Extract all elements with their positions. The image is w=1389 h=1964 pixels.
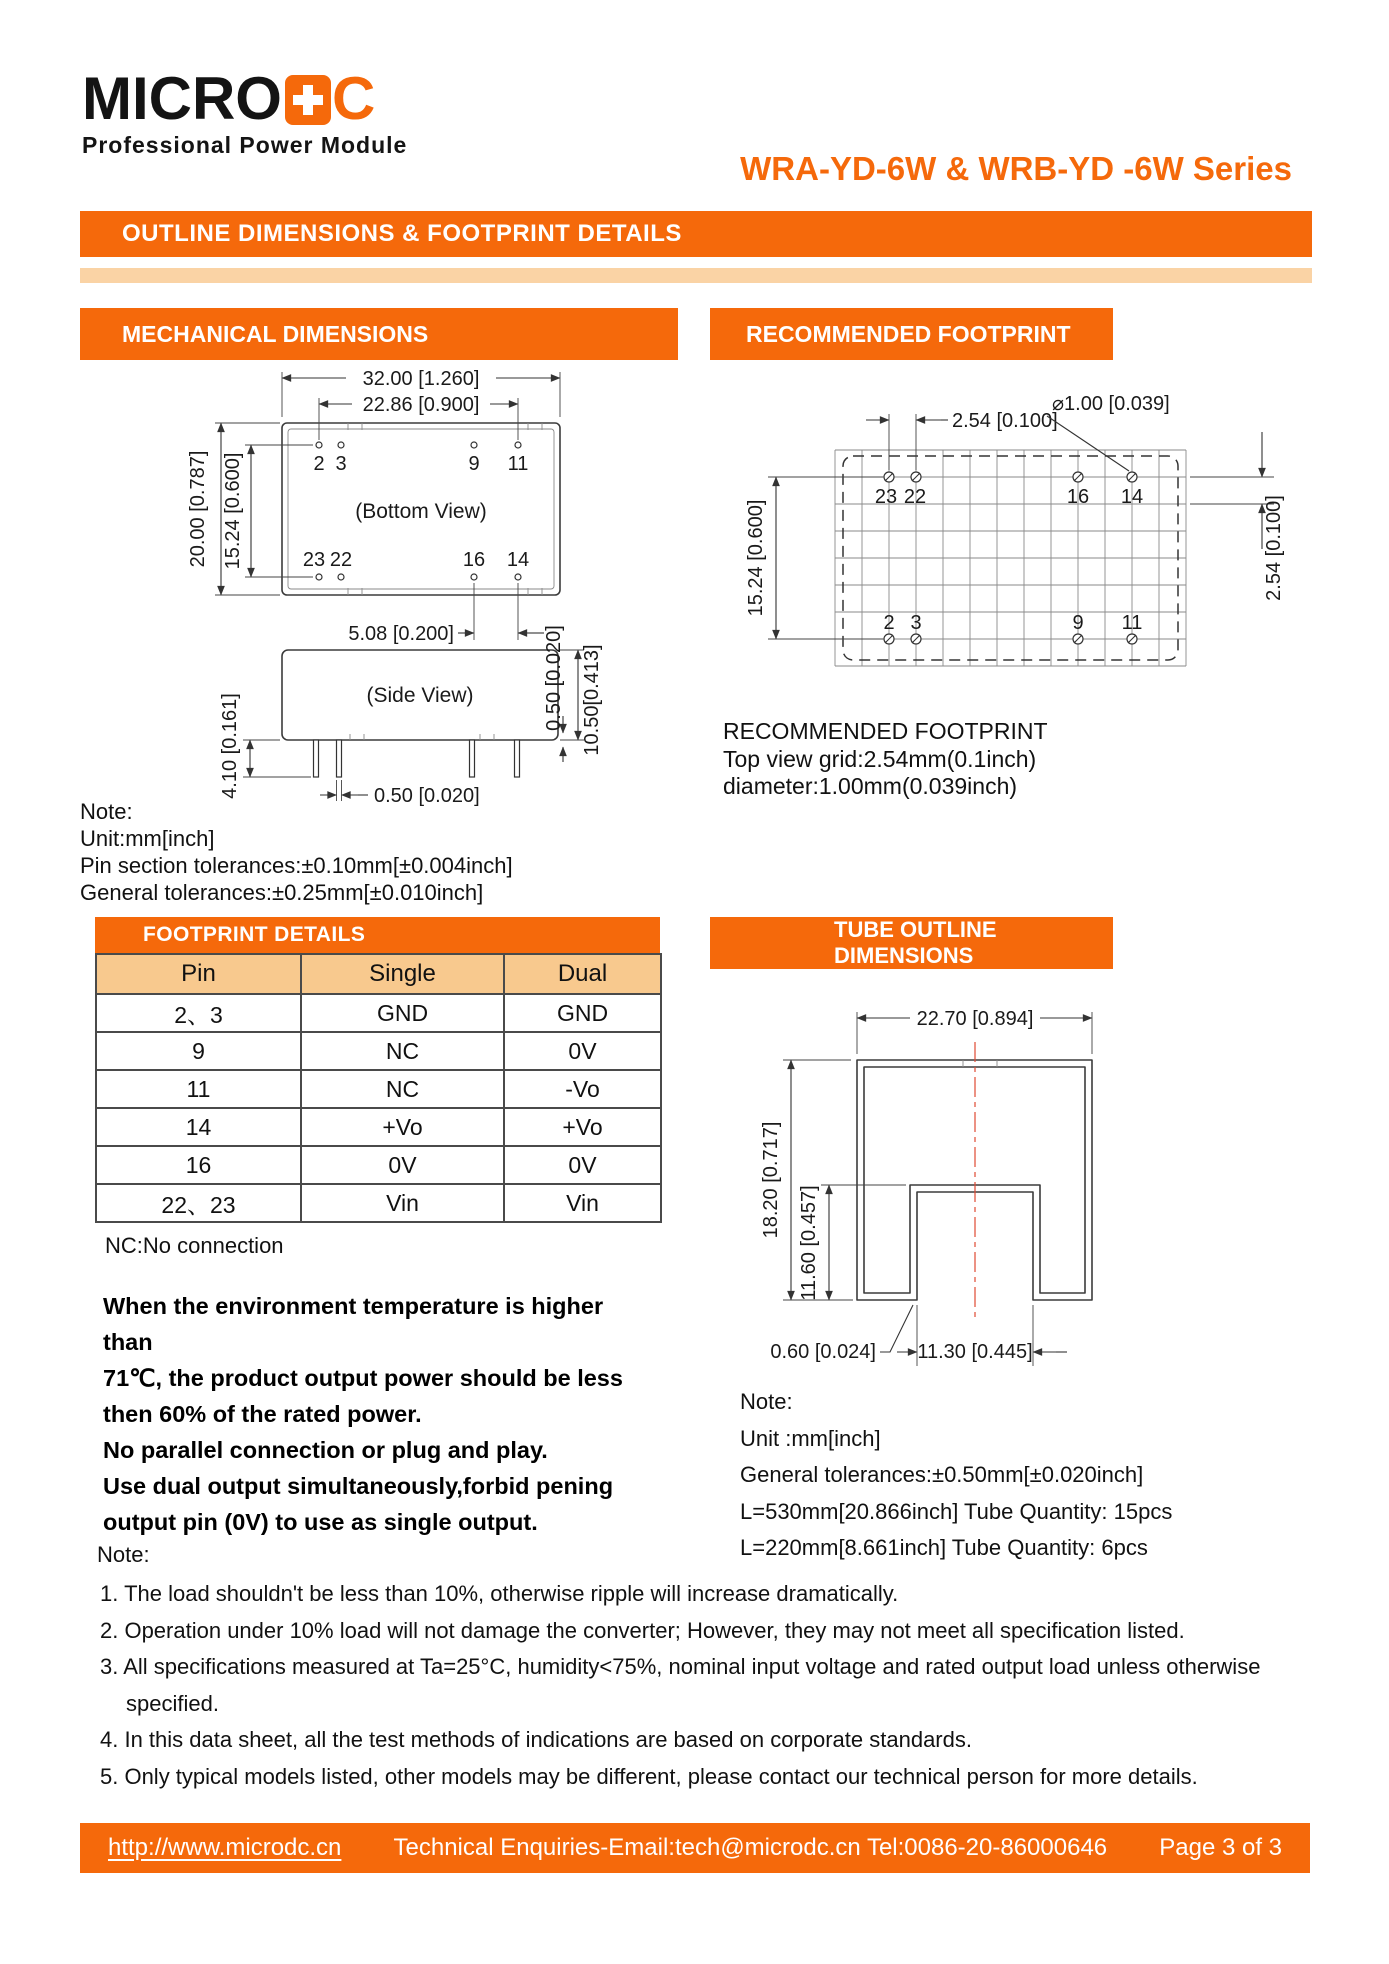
dim-label: 18.20 [0.717]	[760, 1121, 782, 1239]
logo-text-micro: MICRO	[82, 65, 282, 132]
note-line: L=220mm[8.661inch] Tube Quantity: 6pcs	[740, 1535, 1148, 1560]
section-header-mechanical: MECHANICAL DIMENSIONS	[80, 308, 678, 360]
pin-label: 14	[506, 549, 530, 571]
warning-text	[103, 1288, 623, 1540]
logo-d-plus-icon	[285, 75, 331, 125]
note-item: 4. In this data sheet, all the test methods of indications are based on corporate standards.	[100, 1727, 972, 1752]
warning-line: then 60% of the rated power.	[103, 1401, 422, 1427]
column-header: Pin	[96, 954, 301, 994]
dim-slot-width	[897, 1305, 1067, 1366]
dim-standoff	[543, 625, 565, 762]
table-cell: NC	[301, 1070, 504, 1108]
note-line: Note:	[740, 1389, 793, 1414]
table-row	[96, 1032, 661, 1070]
main-banner: OUTLINE DIMENSIONS & FOOTPRINT DETAILS	[80, 211, 1312, 257]
pin-function-table	[95, 953, 662, 1223]
dim-15-24	[222, 445, 313, 577]
dim-22-86	[319, 394, 518, 440]
note-line: Pin section tolerances:±0.10mm[±0.004inch]	[80, 853, 513, 878]
table-cell: 0V	[301, 1146, 504, 1184]
dim-label: 22.86 [0.900]	[362, 394, 480, 416]
table-cell: 2、3	[96, 994, 301, 1032]
table-cell: Vin	[301, 1184, 504, 1222]
footer-bar	[80, 1823, 1310, 1873]
dim-wall-thickness	[770, 1305, 913, 1363]
dim-label: 4.10 [0.161]	[219, 693, 241, 799]
pin-label: 14	[1120, 486, 1144, 508]
mechanical-dimensions-drawing	[80, 360, 640, 820]
note-line: General tolerances:±0.50mm[±0.020inch]	[740, 1462, 1144, 1487]
mechanical-note	[80, 798, 513, 906]
footprint-caption-line: Top view grid:2.54mm(0.1inch)	[723, 745, 1037, 772]
note-line: Unit:mm[inch]	[80, 826, 215, 851]
pin-label: 16	[1066, 486, 1090, 508]
table-cell: 22、23	[96, 1184, 301, 1222]
column-header: Dual	[504, 954, 661, 994]
table-cell: +Vo	[301, 1108, 504, 1146]
pin-label: 3	[910, 612, 922, 634]
dim-4-10	[219, 693, 311, 799]
pin-label: 11	[1121, 612, 1143, 634]
dim-label: 22.70 [0.894]	[916, 1008, 1034, 1030]
dim-label: 11.60 [0.457]	[798, 1185, 820, 1301]
note-line: Unit :mm[inch]	[740, 1425, 881, 1451]
dim-grid-pitch-right	[1190, 432, 1285, 601]
brand-tagline: Professional Power Module	[82, 132, 408, 158]
dim-slot-height	[798, 1185, 906, 1301]
table-cell: 9	[96, 1032, 301, 1070]
table-cell: GND	[504, 994, 661, 1032]
column-header: Single	[301, 954, 504, 994]
notes-title: Note:	[97, 1542, 150, 1567]
note-item: 3. All specifications measured at Ta=25°C, humidity<75%, nominal input voltage and rated output load unless otherwise specified.	[100, 1654, 1261, 1716]
dim-label: 10.50[0.413]	[581, 644, 603, 756]
pin-label: 23	[874, 486, 898, 508]
dim-label: 15.24 [0.600]	[745, 499, 767, 617]
table-cell: NC	[301, 1032, 504, 1070]
table-cell: 0V	[504, 1032, 661, 1070]
table-cell: GND	[301, 994, 504, 1032]
dim-label: 15.24 [0.600]	[222, 452, 244, 570]
table-cell: 16	[96, 1146, 301, 1184]
dim-label: 2.54 [0.100]	[952, 410, 1058, 432]
dim-hole-diameter	[1047, 393, 1170, 471]
footer-contact: Technical Enquiries-Email:tech@microdc.cn Tel:0086-20-86000646	[393, 1834, 1108, 1861]
pin-label: 2	[313, 453, 325, 475]
warning-line: When the environment temperature is higher than	[103, 1293, 604, 1355]
bottom-view-label: (Bottom View)	[355, 500, 487, 523]
footprint-caption-line: diameter:1.00mm(0.039inch)	[723, 773, 1018, 799]
footer-page-number: Page 3 of 3	[1159, 1834, 1282, 1861]
table-cell: -Vo	[504, 1070, 661, 1108]
brand-logo	[82, 65, 376, 132]
warning-line: Use dual output simultaneously,forbid pening	[103, 1473, 614, 1499]
dim-label: 2.54 [0.100]	[1263, 495, 1285, 601]
dim-5-08	[348, 583, 544, 645]
nc-footnote: NC:No connection	[105, 1233, 284, 1258]
table-cell: +Vo	[504, 1108, 661, 1146]
note-line: Note:	[80, 799, 133, 824]
footer-url-link[interactable]: http://www.microdc.cn	[108, 1834, 342, 1861]
table-row	[96, 1184, 661, 1222]
warning-line: No parallel connection or plug and play.	[103, 1437, 548, 1463]
warning-line: output pin (0V) to use as single output.	[103, 1509, 538, 1535]
note-item: 1. The load shouldn't be less than 10%, otherwise ripple will increase dramatically.	[100, 1581, 899, 1606]
dim-label: 11.30 [0.445]	[917, 1341, 1033, 1363]
pin-label: 22	[329, 549, 353, 571]
pin-label: 9	[1072, 612, 1084, 634]
table-cell: 14	[96, 1108, 301, 1146]
tube-outline-drawing	[680, 985, 1320, 1385]
table-title: FOOTPRINT DETAILS	[95, 917, 660, 953]
notes-list	[100, 1576, 1320, 1795]
note-item: 5. Only typical models listed, other models may be different, please contact our technical person for more details.	[100, 1763, 1198, 1789]
table-header-row	[96, 954, 661, 994]
dim-label: 0.50 [0.020]	[543, 625, 565, 731]
footprint-caption-line: RECOMMENDED FOOTPRINT	[723, 718, 1048, 744]
pin-label: 3	[335, 453, 347, 475]
dim-label: 0.60 [0.024]	[770, 1341, 876, 1363]
pin-label: 23	[302, 549, 326, 571]
pin-label: 16	[462, 549, 486, 571]
table-row	[96, 1070, 661, 1108]
table-row	[96, 1108, 661, 1146]
side-view-label: (Side View)	[366, 684, 474, 707]
pin-label: 2	[883, 612, 895, 634]
dim-grid-pitch-top	[866, 410, 1058, 470]
tube-profile	[857, 1042, 1092, 1322]
accent-strip	[80, 268, 1312, 283]
note-line: L=530mm[20.866inch] Tube Quantity: 15pcs	[740, 1498, 1173, 1524]
dim-label: ⌀1.00 [0.039]	[1052, 393, 1170, 415]
table-cell: 11	[96, 1070, 301, 1108]
table-cell: Vin	[504, 1184, 661, 1222]
dim-label: 0.50 [0.020]	[374, 785, 480, 807]
warning-line: 71℃, the product output power should be less	[103, 1365, 623, 1391]
note-line: General tolerances:±0.25mm[±0.010inch]	[80, 880, 484, 905]
note-item: 2. Operation under 10% load will not damage the converter; However, they may not meet all specification listed.	[100, 1617, 1185, 1643]
pin-label: 11	[507, 453, 529, 475]
dim-label: 5.08 [0.200]	[348, 623, 454, 645]
pin-label: 22	[903, 486, 927, 508]
dim-body-height	[560, 644, 603, 755]
table-row	[96, 1146, 661, 1184]
recommended-footprint-drawing	[690, 380, 1320, 710]
side-view-outline	[282, 650, 558, 777]
section-header-footprint: RECOMMENDED FOOTPRINT	[710, 308, 1113, 360]
table-cell: 0V	[504, 1146, 661, 1184]
pin-label: 9	[468, 453, 480, 475]
logo-text-c: C	[331, 65, 376, 132]
table-row	[96, 994, 661, 1032]
footprint-caption	[723, 718, 1048, 801]
dim-label: 20.00 [0.787]	[187, 450, 209, 568]
dim-label: 32.00 [1.260]	[362, 368, 480, 390]
tube-note	[740, 1384, 1172, 1567]
section-header-tube: TUBE OUTLINE DIMENSIONS	[710, 917, 1113, 969]
series-title: WRA-YD-6W & WRB-YD -6W Series	[740, 150, 1292, 187]
footprint-details-table	[95, 917, 660, 1223]
